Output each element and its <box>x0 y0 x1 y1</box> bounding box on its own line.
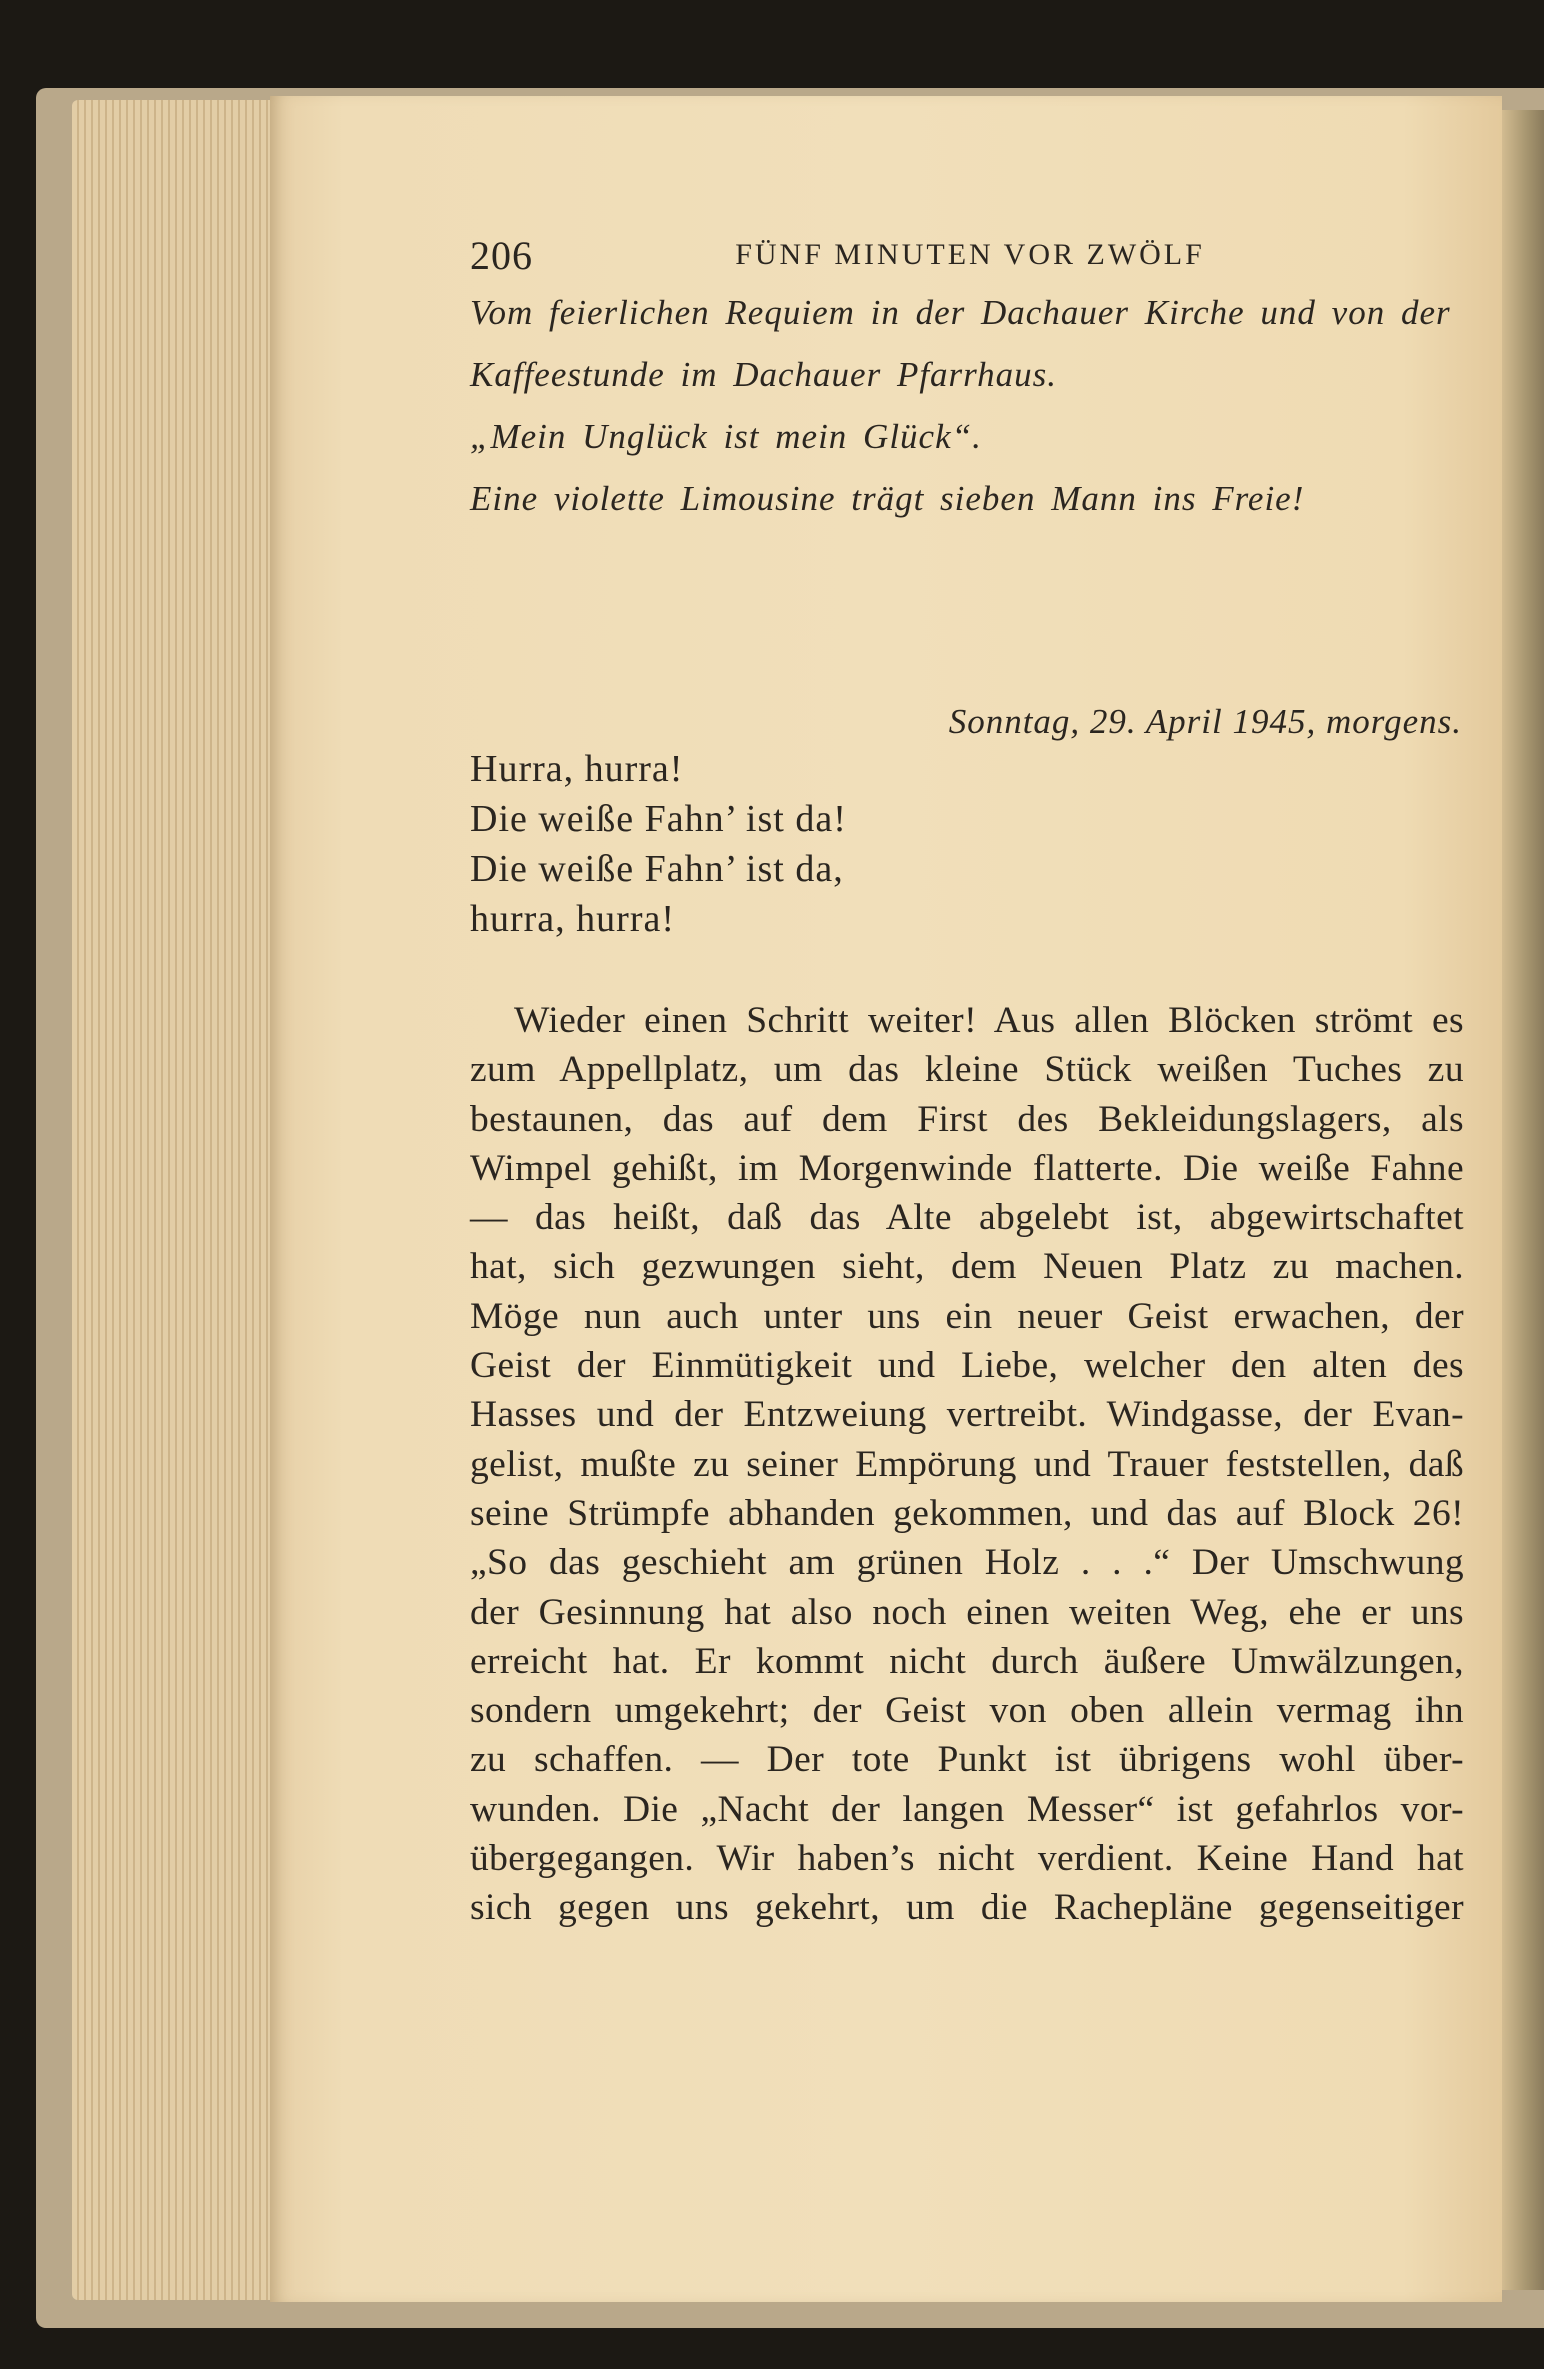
summary-line: Vom feierlichen Requiem in der Dachauer Kirche und von der <box>470 293 1451 332</box>
text-line: übergegangen. Wir haben’s nicht verdient. Keine Hand hat <box>470 1838 1464 1880</box>
page-number: 206 <box>470 233 533 278</box>
verse-line: Die weiße Fahn’ ist da! <box>470 798 847 840</box>
book-page <box>270 96 1502 2302</box>
text-line: hat, sich gezwungen sieht, dem Neuen Platz zu machen. <box>470 1246 1464 1288</box>
verse <box>470 744 847 944</box>
text-line: zum Appellplatz, um das kleine Stück weißen Tuches zu <box>470 1049 1464 1091</box>
text-line: Wieder einen Schritt weiter! Aus allen Blöcken strömt es <box>514 1000 1464 1041</box>
verse-line: Hurra, hurra! <box>470 748 684 790</box>
text-block <box>470 96 1470 2302</box>
text-line: sondern umgekehrt; der Geist von oben allein vermag ihn <box>470 1690 1464 1732</box>
book-spine-edge <box>1500 110 1544 2290</box>
text-line: gelist, mußte zu seiner Empörung und Trauer feststellen, daß <box>470 1443 1464 1485</box>
dateline: Sonntag, 29. April 1945, morgens. <box>948 702 1462 741</box>
verse-line: Die weiße Fahn’ ist da, <box>470 848 844 890</box>
summary-line: „Mein Unglück ist mein Glück“. <box>470 417 982 456</box>
text-line: „So das geschieht am grünen Holz . . .“ Der Umschwung <box>470 1542 1464 1584</box>
body-text <box>470 996 1464 1933</box>
page-edges <box>72 100 272 2300</box>
text-line: bestaunen, das auf dem First des Bekleidungslagers, als <box>470 1098 1464 1140</box>
summary-line: Kaffeestunde im Dachauer Pfarrhaus. <box>470 355 1058 394</box>
text-line: Hasses und der Entzweiung vertreibt. Windgasse, der Evan- <box>470 1394 1464 1436</box>
verse-line: hurra, hurra! <box>470 898 676 940</box>
page-header <box>470 222 1470 282</box>
text-line: erreicht hat. Er kommt nicht durch äußere Umwälzungen, <box>470 1640 1464 1682</box>
summary-line: Eine violette Limousine trägt sieben Mann ins Freie! <box>470 479 1305 518</box>
chapter-summary <box>470 282 1470 530</box>
text-line: Möge nun auch unter uns ein neuer Geist erwachen, der <box>470 1295 1464 1337</box>
text-line: zu schaffen. — Der tote Punkt ist übrigens wohl über- <box>470 1739 1464 1781</box>
running-head: FÜNF MINUTEN VOR ZWÖLF <box>735 238 1205 271</box>
text-line: wunden. Die „Nacht der langen Messer“ ist gefahrlos vor- <box>470 1788 1464 1830</box>
text-line: — das heißt, daß das Alte abgelebt ist, abgewirtschaftet <box>470 1197 1464 1239</box>
text-line: seine Strümpfe abhanden gekommen, und das auf Block 26! <box>470 1492 1464 1534</box>
text-line: Geist der Einmütigkeit und Liebe, welcher den alten des <box>470 1345 1464 1387</box>
text-line: Wimpel gehißt, im Morgenwinde flatterte. Die weiße Fahne <box>470 1147 1464 1189</box>
text-line: sich gegen uns gekehrt, um die Rachepläne gegenseitiger <box>470 1887 1464 1929</box>
text-line: der Gesinnung hat also noch einen weiten Weg, ehe er uns <box>470 1591 1464 1633</box>
